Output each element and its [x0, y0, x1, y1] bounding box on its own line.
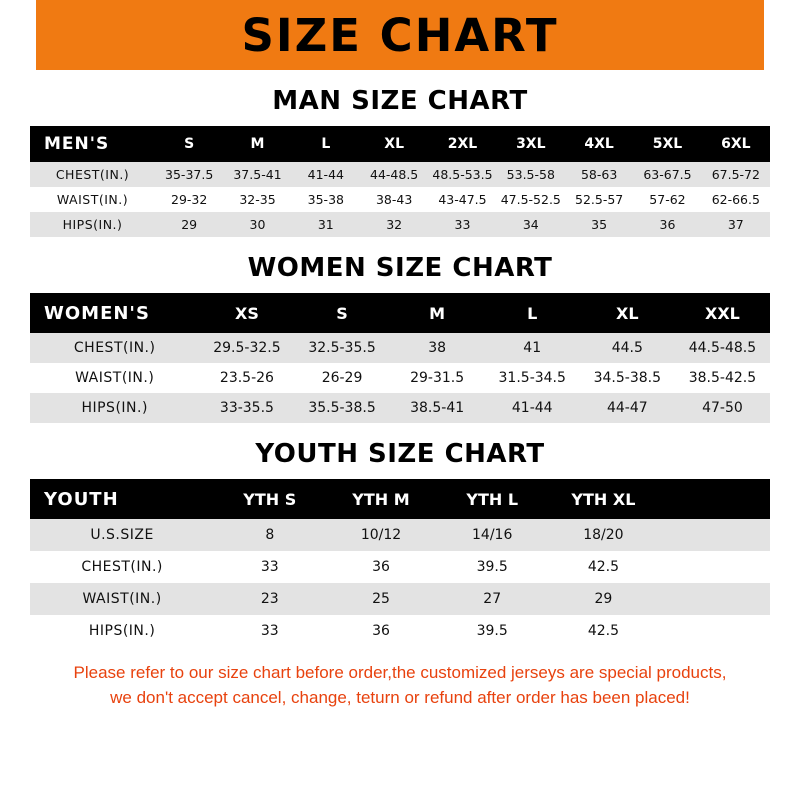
youth-header-s: YTH S	[214, 479, 325, 519]
youth-header-xl: YTH XL	[548, 479, 659, 519]
footer-disclaimer	[30, 661, 770, 710]
women-chest-xs: 29.5-32.5	[199, 333, 294, 363]
banner-right-edge	[764, 0, 800, 70]
youth-row-waist-label: WAIST(IN.)	[30, 583, 214, 615]
men-header-5xl: 5XL	[633, 126, 701, 162]
women-waist-xxl: 38.5-42.5	[675, 363, 770, 393]
men-waist-3xl: 47.5-52.5	[497, 187, 565, 212]
youth-section-title: YOUTH SIZE CHART	[255, 439, 545, 469]
youth-chest-l: 39.5	[437, 551, 548, 583]
youth-ussize-spacer	[659, 519, 770, 551]
women-header-xxl: XXL	[675, 293, 770, 333]
youth-header-label: YOUTH	[30, 479, 214, 519]
youth-chest-m: 36	[325, 551, 436, 583]
women-hips-xxl: 47-50	[675, 393, 770, 423]
men-waist-s: 29-32	[155, 187, 223, 212]
men-hips-xl: 32	[360, 212, 428, 237]
youth-ussize-s: 8	[214, 519, 325, 551]
women-chest-xxl: 44.5-48.5	[675, 333, 770, 363]
men-header-m: M	[223, 126, 291, 162]
men-row-waist-label: WAIST(IN.)	[30, 187, 155, 212]
men-waist-xl: 38-43	[360, 187, 428, 212]
youth-waist-s: 23	[214, 583, 325, 615]
table-header-row	[30, 293, 770, 333]
men-chest-xl: 44-48.5	[360, 162, 428, 187]
youth-header-spacer	[659, 479, 770, 519]
youth-ussize-l: 14/16	[437, 519, 548, 551]
women-chest-xl: 44.5	[580, 333, 675, 363]
men-header-2xl: 2XL	[428, 126, 496, 162]
men-hips-5xl: 36	[633, 212, 701, 237]
men-hips-m: 30	[223, 212, 291, 237]
youth-hips-m: 36	[325, 615, 436, 647]
women-row-chest-label: CHEST(IN.)	[30, 333, 199, 363]
men-hips-4xl: 35	[565, 212, 633, 237]
women-waist-m: 29-31.5	[390, 363, 485, 393]
men-chest-l: 41-44	[292, 162, 360, 187]
men-hips-6xl: 37	[702, 212, 770, 237]
youth-chest-spacer	[659, 551, 770, 583]
men-table-head	[30, 126, 770, 162]
table-row	[30, 212, 770, 237]
footer-line-2: we don't accept cancel, change, teturn or refund after order has been placed!	[110, 687, 690, 707]
table-row	[30, 363, 770, 393]
youth-row-ussize-label: U.S.SIZE	[30, 519, 214, 551]
men-section-title: MAN SIZE CHART	[272, 86, 528, 116]
youth-size-table	[30, 479, 770, 647]
women-chest-m: 38	[390, 333, 485, 363]
women-table-body	[30, 333, 770, 423]
table-header-row	[30, 479, 770, 519]
women-waist-xl: 34.5-38.5	[580, 363, 675, 393]
youth-table-head	[30, 479, 770, 519]
table-header-row	[30, 126, 770, 162]
women-hips-xs: 33-35.5	[199, 393, 294, 423]
youth-hips-s: 33	[214, 615, 325, 647]
youth-chest-s: 33	[214, 551, 325, 583]
men-chest-4xl: 58-63	[565, 162, 633, 187]
youth-hips-l: 39.5	[437, 615, 548, 647]
men-row-hips-label: HIPS(IN.)	[30, 212, 155, 237]
men-chest-m: 37.5-41	[223, 162, 291, 187]
page-title: SIZE CHART	[241, 8, 559, 62]
women-waist-l: 31.5-34.5	[485, 363, 580, 393]
women-row-hips-label: HIPS(IN.)	[30, 393, 199, 423]
men-header-6xl: 6XL	[702, 126, 770, 162]
women-header-xs: XS	[199, 293, 294, 333]
youth-row-chest-label: CHEST(IN.)	[30, 551, 214, 583]
youth-waist-xl: 29	[548, 583, 659, 615]
men-header-3xl: 3XL	[497, 126, 565, 162]
men-hips-2xl: 33	[428, 212, 496, 237]
men-chest-s: 35-37.5	[155, 162, 223, 187]
men-waist-2xl: 43-47.5	[428, 187, 496, 212]
women-section-title: WOMEN SIZE CHART	[247, 253, 553, 283]
men-waist-l: 35-38	[292, 187, 360, 212]
content-area	[0, 86, 800, 710]
men-hips-3xl: 34	[497, 212, 565, 237]
women-chest-s: 32.5-35.5	[294, 333, 389, 363]
men-header-l: L	[292, 126, 360, 162]
women-chest-l: 41	[485, 333, 580, 363]
youth-ussize-xl: 18/20	[548, 519, 659, 551]
youth-table-body	[30, 519, 770, 647]
youth-ussize-m: 10/12	[325, 519, 436, 551]
men-chest-3xl: 53.5-58	[497, 162, 565, 187]
men-chest-5xl: 63-67.5	[633, 162, 701, 187]
men-header-s: S	[155, 126, 223, 162]
youth-header-l: YTH L	[437, 479, 548, 519]
youth-row-hips-label: HIPS(IN.)	[30, 615, 214, 647]
table-row	[30, 551, 770, 583]
table-row	[30, 187, 770, 212]
women-size-table	[30, 293, 770, 423]
banner-left-edge	[0, 0, 36, 70]
women-waist-xs: 23.5-26	[199, 363, 294, 393]
table-row	[30, 162, 770, 187]
youth-chest-xl: 42.5	[548, 551, 659, 583]
women-header-label: WOMEN'S	[30, 293, 199, 333]
men-waist-m: 32-35	[223, 187, 291, 212]
men-size-table	[30, 126, 770, 237]
women-row-waist-label: WAIST(IN.)	[30, 363, 199, 393]
men-header-label: MEN'S	[30, 126, 155, 162]
youth-hips-spacer	[659, 615, 770, 647]
men-row-chest-label: CHEST(IN.)	[30, 162, 155, 187]
table-row	[30, 615, 770, 647]
men-waist-5xl: 57-62	[633, 187, 701, 212]
men-table-body	[30, 162, 770, 237]
women-hips-xl: 44-47	[580, 393, 675, 423]
table-row	[30, 333, 770, 363]
men-header-xl: XL	[360, 126, 428, 162]
men-chest-2xl: 48.5-53.5	[428, 162, 496, 187]
table-row	[30, 519, 770, 551]
men-hips-l: 31	[292, 212, 360, 237]
table-row	[30, 393, 770, 423]
youth-hips-xl: 42.5	[548, 615, 659, 647]
women-header-m: M	[390, 293, 485, 333]
men-hips-s: 29	[155, 212, 223, 237]
footer-line-1: Please refer to our size chart before order,the customized jerseys are special products,	[73, 663, 727, 682]
women-header-s: S	[294, 293, 389, 333]
women-table-head	[30, 293, 770, 333]
table-row	[30, 583, 770, 615]
youth-waist-spacer	[659, 583, 770, 615]
women-hips-l: 41-44	[485, 393, 580, 423]
youth-waist-m: 25	[325, 583, 436, 615]
women-hips-m: 38.5-41	[390, 393, 485, 423]
men-waist-6xl: 62-66.5	[702, 187, 770, 212]
women-header-l: L	[485, 293, 580, 333]
youth-waist-l: 27	[437, 583, 548, 615]
men-waist-4xl: 52.5-57	[565, 187, 633, 212]
women-header-xl: XL	[580, 293, 675, 333]
men-chest-6xl: 67.5-72	[702, 162, 770, 187]
men-header-4xl: 4XL	[565, 126, 633, 162]
women-hips-s: 35.5-38.5	[294, 393, 389, 423]
women-waist-s: 26-29	[294, 363, 389, 393]
youth-header-m: YTH M	[325, 479, 436, 519]
header-banner	[0, 0, 800, 70]
